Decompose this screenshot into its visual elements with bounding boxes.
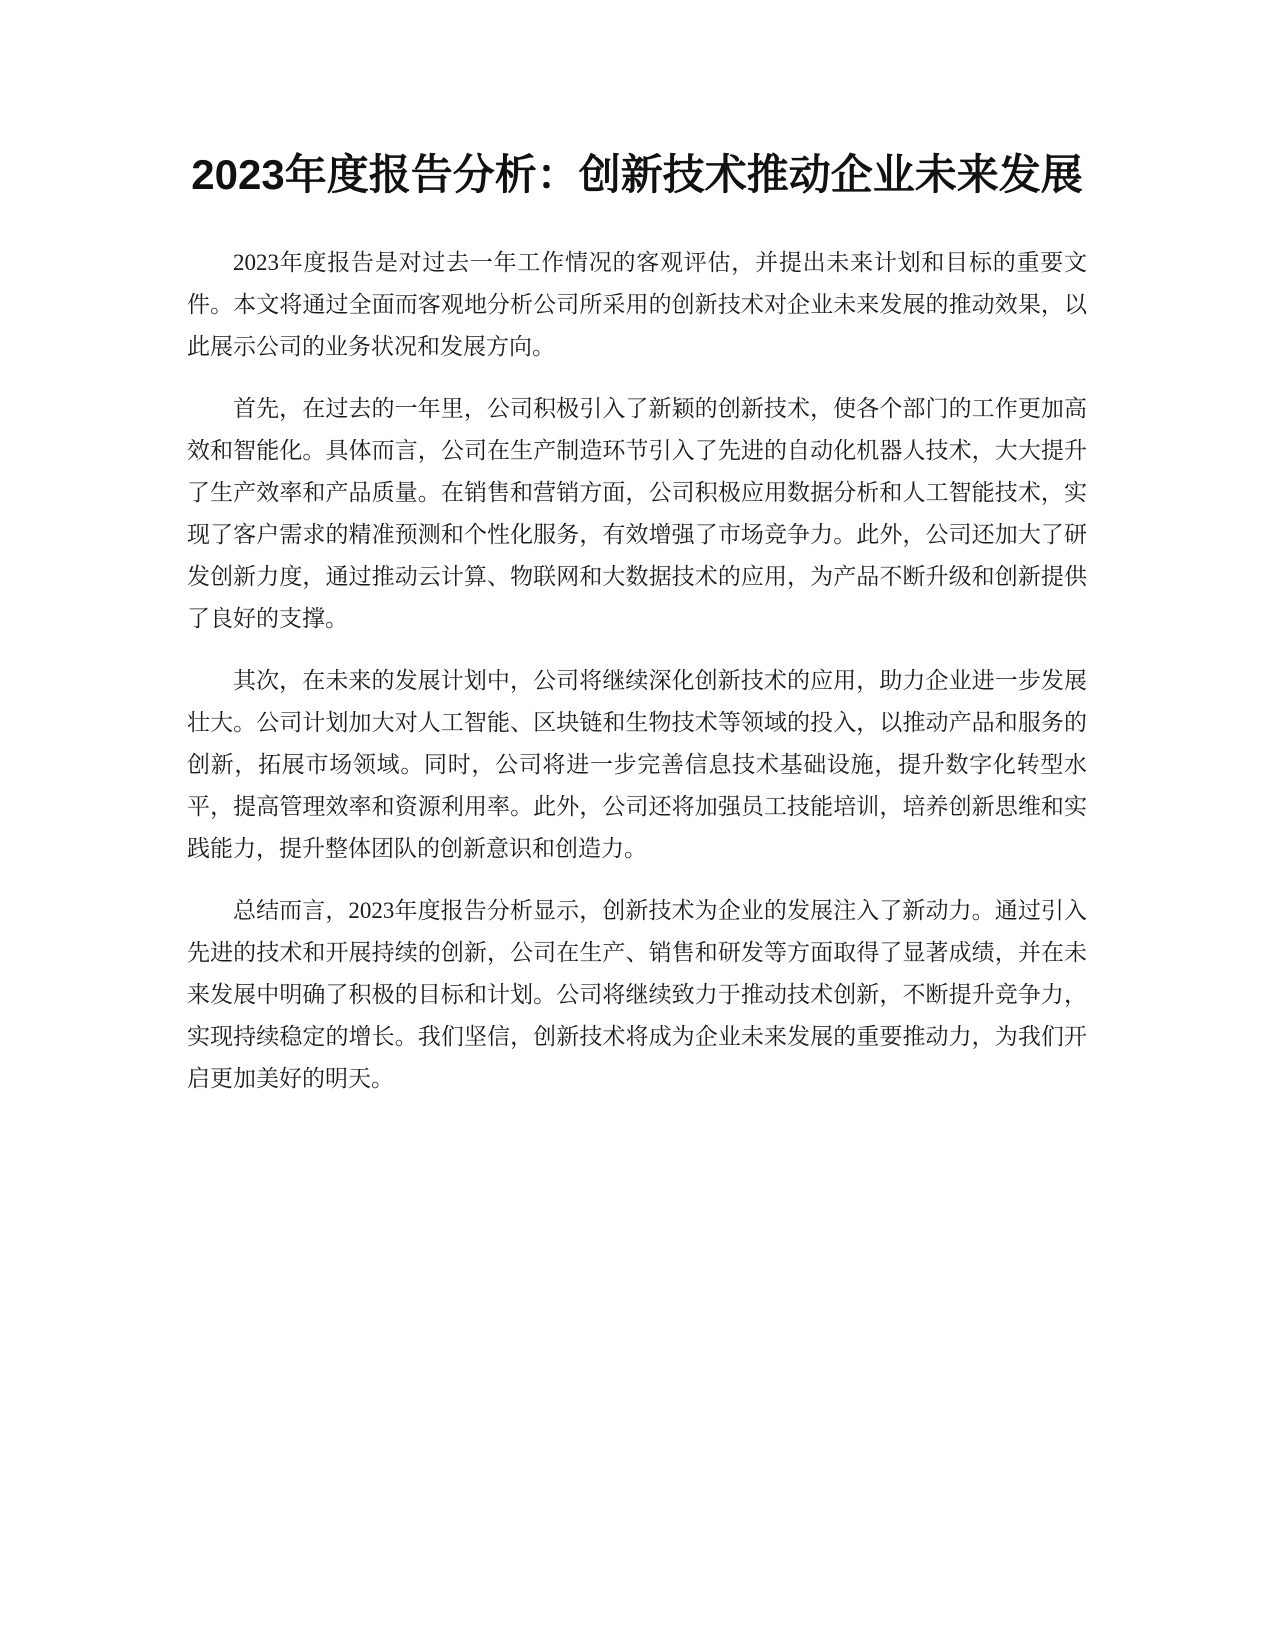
document-title: 2023年度报告分析：创新技术推动企业未来发展 (191, 151, 1083, 198)
paragraph-first: 首先，在过去的一年里，公司积极引入了新颖的创新技术，使各个部门的工作更加高效和智能化。具体而言，公司在生产制造环节引入了先进的自动化机器人技术，大大提升了生产效率和产品质量。在销售和营销方面，公司积极应用数据分析和人工智能技术，实现了客户需求的精准预测和个性化服务，有效增强了市场竞争力。此外，公司还加大了研发创新力度，通过推动云计算、物联网和大数据技术的应用，为产品不断升级和创新提供了良好的支撑。 (187, 396, 1087, 631)
paragraph-second: 其次，在未来的发展计划中，公司将继续深化创新技术的应用，助力企业进一步发展壮大。公司计划加大对人工智能、区块链和生物技术等领域的投入，以推动产品和服务的创新，拓展市场领域。同时，公司将进一步完善信息技术基础设施，提升数字化转型水平，提高管理效率和资源利用率。此外，公司还将加强员工技能培训，培养创新思维和实践能力，提升整体团队的创新意识和创造力。 (187, 668, 1087, 861)
paragraph-conclusion: 总结而言，2023年度报告分析显示，创新技术为企业的发展注入了新动力。通过引入先进的技术和开展持续的创新，公司在生产、销售和研发等方面取得了显著成绩，并在未来发展中明确了积极的目标和计划。公司将继续致力于推动技术创新，不断提升竞争力，实现持续稳定的增长。我们坚信，创新技术将成为企业未来发展的重要推动力，为我们开启更加美好的明天。 (187, 898, 1087, 1091)
document-body (187, 242, 1087, 1100)
paragraph-intro: 2023年度报告是对过去一年工作情况的客观评估，并提出未来计划和目标的重要文件。本文将通过全面而客观地分析公司所采用的创新技术对企业未来发展的推动效果，以此展示公司的业务状况和发展方向。 (187, 250, 1087, 359)
document-content (187, 140, 1087, 1120)
